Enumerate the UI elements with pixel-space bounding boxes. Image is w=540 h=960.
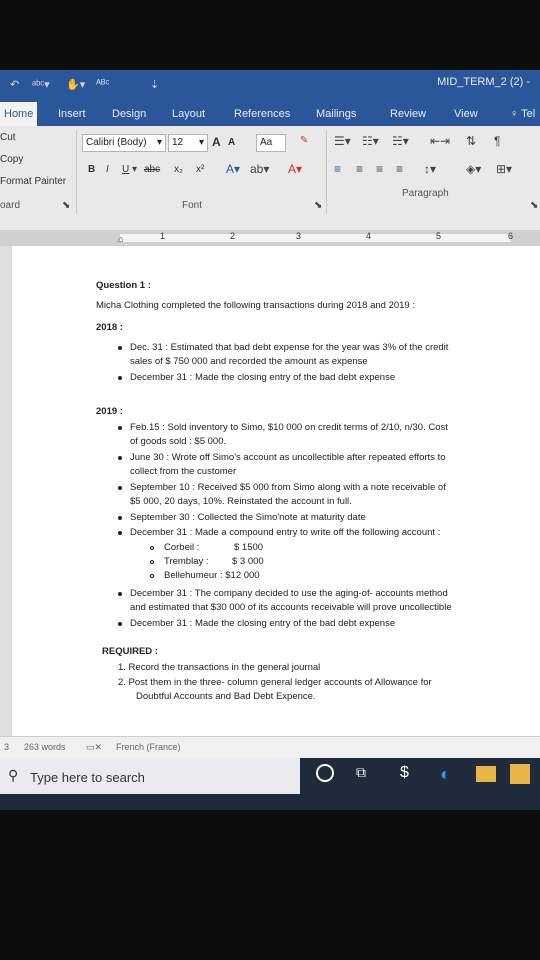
bullet (118, 622, 122, 626)
intro-text: Micha Clothing completed the following transactions during 2018 and 2019 : (96, 300, 415, 311)
account-amount: $ 3 000 (232, 556, 264, 567)
shrink-font-button[interactable]: A (228, 137, 236, 148)
underline-button[interactable]: U (122, 164, 130, 175)
bullet (118, 376, 122, 380)
chevron-down-icon: ▾ (156, 137, 162, 148)
tab-references[interactable]: References (234, 108, 291, 120)
shading-icon[interactable]: ◈▾ (466, 162, 482, 176)
list-item: Dec. 31 : Estimated that bad debt expense for the year was 3% of the credit (130, 342, 449, 353)
paragraph-launcher-icon[interactable]: ⬊ (530, 200, 539, 211)
list-item: and estimated that $30 000 of its accounts receivable will prove uncollectible (130, 602, 452, 613)
title-bar (0, 70, 540, 100)
sub-bullet (150, 546, 154, 550)
numbering-icon[interactable]: ☷▾ (362, 134, 379, 148)
ruler-mark: 2 (230, 231, 236, 241)
subscript-button[interactable]: x₂ (174, 164, 183, 175)
list-item: December 31 : The company decided to use the aging-of- accounts method (130, 588, 448, 599)
font-group-label: Font (182, 200, 203, 211)
bullet (118, 456, 122, 460)
font-name-select[interactable] (82, 134, 166, 152)
ruler[interactable] (0, 230, 540, 247)
lightbulb-icon: ♀ (510, 108, 519, 120)
list-item: Feb.15 : Sold inventory to Simo, $10 000 on credit terms of 2/10, n/30. Cost (130, 422, 448, 433)
format-painter-button[interactable]: Format Painter (0, 176, 67, 187)
store-icon[interactable] (510, 764, 530, 784)
cut-button[interactable]: Cut (0, 132, 16, 143)
bullet (118, 531, 122, 535)
sort-icon[interactable]: ⇅ (466, 134, 477, 148)
ruler-mark: 4 (366, 231, 372, 241)
task-view-icon[interactable]: ⧉ (356, 764, 366, 780)
line-spacing-icon[interactable]: ↕▾ (424, 162, 437, 176)
account-name: Bellehumeur : $12 000 (164, 570, 260, 581)
indent-icon[interactable]: ⇤⇥ (430, 134, 451, 148)
ruler-mark: 1 (160, 231, 166, 241)
word-count[interactable]: 263 words (24, 742, 66, 752)
cortana-icon[interactable] (316, 764, 334, 782)
tab-design[interactable]: Design (112, 108, 147, 120)
tab-review[interactable]: Review (390, 108, 427, 120)
ribbon (0, 126, 540, 231)
bold-button[interactable]: B (88, 164, 96, 175)
language-indicator[interactable]: French (France) (116, 742, 181, 752)
customize-toolbar-icon[interactable]: ⇣ (150, 79, 160, 91)
ruler-mark: 6 (508, 231, 514, 241)
abc-icon[interactable]: ᴬᴮᶜ (96, 78, 110, 90)
year-2018-label: 2018 : (96, 322, 123, 333)
account-name: Tremblay : (164, 556, 209, 567)
bullet (118, 486, 122, 490)
touch-mode-icon[interactable]: ✋▾ (66, 79, 86, 91)
tab-home[interactable]: Home (0, 102, 37, 126)
tab-tell-me[interactable] (510, 108, 535, 120)
list-item: December 31 : Made a compound entry to write off the following account : (130, 527, 441, 538)
bullet (118, 346, 122, 350)
list-item: September 10 : Received $5 000 from Simo along with a note receivable of (130, 482, 446, 493)
tab-insert[interactable]: Insert (58, 108, 86, 120)
separator (326, 130, 327, 214)
taskbar-search[interactable] (0, 758, 300, 794)
account-amount: $ 1500 (234, 542, 264, 553)
required-item: 1. Record the transactions in the general journal (118, 662, 321, 673)
font-size-select[interactable] (168, 134, 208, 152)
list-item: June 30 : Wrote off Simo's account as uncollectible after repeated efforts to (130, 452, 446, 463)
justify-icon[interactable]: ≡ (396, 162, 404, 176)
account-name: Corbeil : (164, 542, 200, 553)
document-area (0, 246, 540, 736)
spelling-icon[interactable]: ᵃᵇᶜ▾ (32, 79, 50, 91)
proofing-icon[interactable]: ▭✕ (86, 742, 103, 752)
borders-icon[interactable]: ⊞▾ (496, 162, 513, 176)
required-item: 2. Post them in the three- column general ledger accounts of Allowance for (118, 677, 432, 688)
ruler-mark: 3 (296, 231, 302, 241)
superscript-button[interactable]: x² (196, 164, 205, 175)
clear-formatting-icon[interactable]: ✎ (300, 135, 309, 146)
text-effects-icon[interactable]: A▾ (226, 162, 241, 176)
tab-view[interactable]: View (454, 108, 478, 120)
bullets-icon[interactable]: ☰▾ (334, 134, 351, 148)
font-color-icon[interactable]: A▾ (288, 162, 303, 176)
pilcrow-icon[interactable]: ¶ (494, 134, 501, 148)
copy-button[interactable]: Copy (0, 154, 24, 165)
status-bar (0, 736, 540, 759)
list-item: December 31 : Made the closing entry of the bad debt expense (130, 618, 396, 629)
clipboard-launcher-icon[interactable]: ⬊ (62, 200, 71, 211)
bullet (118, 592, 122, 596)
undo-icon[interactable]: ↶ (10, 79, 20, 91)
align-left-icon[interactable]: ≡ (334, 162, 342, 176)
indent-marker-icon[interactable]: ⌂ (118, 234, 124, 244)
align-right-icon[interactable]: ≡ (376, 162, 384, 176)
tab-mailings[interactable]: Mailings (316, 108, 357, 120)
chevron-down-icon[interactable]: ▾ (132, 164, 138, 175)
list-item: sales of $ 750 000 and recorded the amount as expense (130, 356, 368, 367)
list-item: of goods sold : $5 000. (130, 436, 227, 447)
screen (0, 70, 540, 810)
page-number[interactable]: 3 (4, 742, 10, 752)
edge-browser-icon[interactable]: ◐ (440, 764, 451, 784)
list-item: December 31 : Made the closing entry of the bad debt expense (130, 372, 396, 383)
font-launcher-icon[interactable]: ⬊ (314, 200, 323, 211)
font-size-value: 12 (172, 137, 184, 148)
bullet (118, 516, 122, 520)
multilevel-list-icon[interactable]: ☵▾ (392, 134, 409, 148)
list-item: collect from the customer (130, 466, 237, 477)
ruler-mark: 5 (436, 231, 442, 241)
font-name-value: Calibri (Body) (86, 137, 147, 148)
bullet (118, 426, 122, 430)
ribbon-tabs (0, 100, 540, 126)
sub-bullet (150, 560, 154, 564)
tell-me-label: Tel (521, 108, 536, 120)
clipboard-group-label: oard (0, 200, 21, 211)
tab-layout[interactable]: Layout (172, 108, 206, 120)
chevron-down-icon: ▾ (198, 137, 204, 148)
app-icon[interactable]: $ (400, 764, 409, 781)
list-item: $5 000, 20 days, 10%. Reinstated the account in full. (130, 496, 352, 507)
grow-font-button[interactable]: A (212, 135, 221, 149)
align-center-icon[interactable]: ≡ (356, 162, 364, 176)
strikethrough-button[interactable]: abc (144, 164, 161, 175)
required-heading: REQUIRED : (102, 646, 158, 657)
highlight-color-icon[interactable]: ab▾ (250, 162, 270, 176)
taskbar (0, 758, 540, 810)
year-2019-label: 2019 : (96, 406, 123, 417)
search-icon: ⚲ (8, 767, 19, 783)
separator (76, 130, 77, 214)
change-case-label: Aa (260, 137, 273, 148)
italic-button[interactable]: I (106, 164, 109, 175)
question-heading: Question 1 : (96, 280, 151, 291)
ruler-bar (120, 234, 510, 242)
file-explorer-icon[interactable] (476, 766, 496, 782)
paragraph-group-label: Paragraph (402, 188, 449, 199)
search-placeholder: Type here to search (30, 770, 145, 785)
change-case-button[interactable] (256, 134, 286, 152)
sub-bullet (150, 574, 154, 578)
list-item: September 30 : Collected the Simo'note at maturity date (130, 512, 366, 523)
document-title: MID_TERM_2 (2) - (437, 76, 530, 88)
document-page[interactable] (12, 246, 540, 736)
required-item: Doubtful Accounts and Bad Debt Expence. (136, 691, 316, 702)
